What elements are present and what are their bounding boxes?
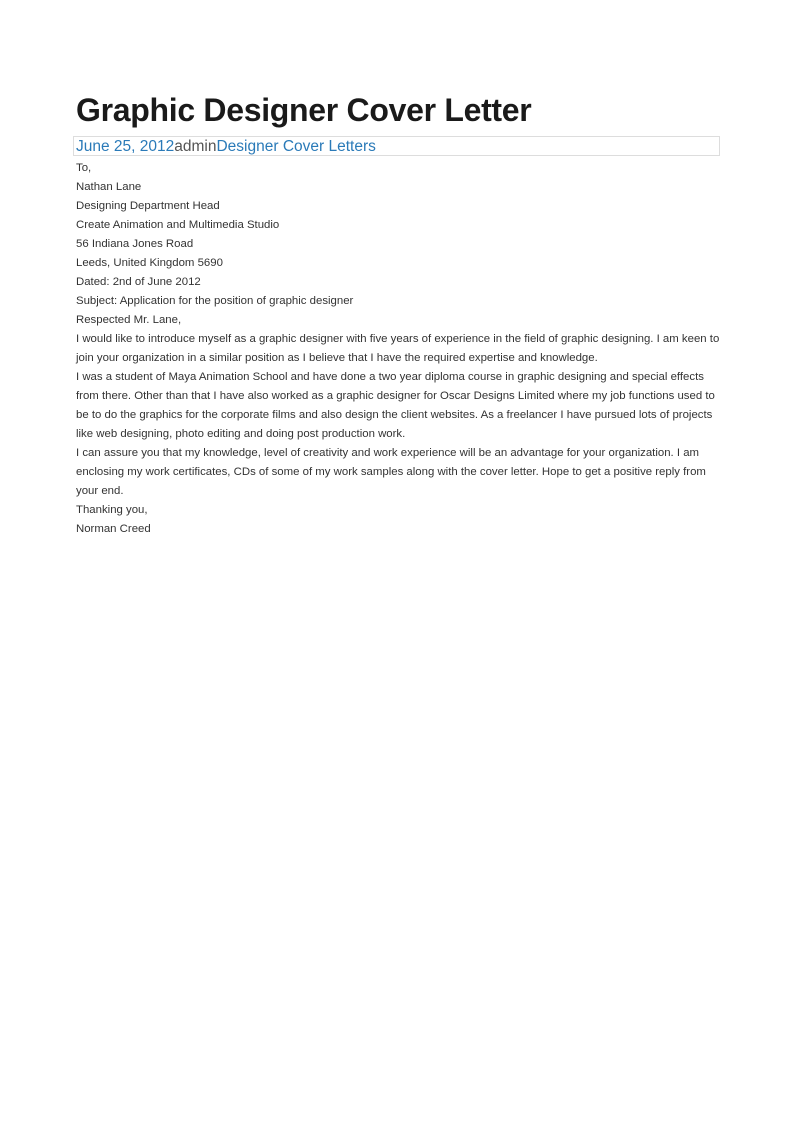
letter-paragraph-2: I was a student of Maya Animation School and have done a two year diploma course in graphic designing and special effects from there. Other than that I have also worked as a graphic designer for Oscar Designs Limited where my job functions used to be to do the graphics for the corporate films and also design the client websites. As a freelancer I have pursued lots of projects like web designing, photo editing and doing post production work. [76, 371, 715, 440]
recipient-company: Create Animation and Multimedia Studio [76, 219, 280, 231]
letter-date: Dated: 2nd of June 2012 [76, 276, 201, 288]
letter-signature: Norman Creed [76, 523, 151, 535]
recipient-name: Nathan Lane [76, 181, 142, 193]
letter-subject: Subject: Application for the position of graphic designer [76, 295, 354, 307]
recipient-title: Designing Department Head [76, 200, 220, 212]
page-title: Graphic Designer Cover Letter [76, 92, 532, 128]
letter-body [76, 159, 720, 539]
letter-closing: Thanking you, [76, 504, 148, 516]
post-date-link[interactable]: June 25, 2012 [76, 138, 175, 155]
address-line-2: Leeds, United Kingdom 5690 [76, 257, 223, 269]
post-category-link[interactable]: Designer Cover Letters [216, 138, 376, 155]
salutation-to: To, [76, 162, 92, 174]
letter-paragraph-3: I can assure you that my knowledge, level of creativity and work experience will be an advantage for your organization. I am enclosing my work certificates, CDs of some of my work samples along with the cover letter. Hope to get a positive reply from your end. [76, 447, 706, 497]
letter-greeting: Respected Mr. Lane, [76, 314, 182, 326]
letter-paragraph-1: I would like to introduce myself as a graphic designer with five years of experience in the field of graphic designing. I am keen to join your organization in a similar position as I believe that I have the required expertise and knowledge. [76, 333, 720, 364]
post-author: admin [174, 138, 217, 155]
post-meta-bar [73, 136, 720, 156]
address-line-1: 56 Indiana Jones Road [76, 238, 194, 250]
